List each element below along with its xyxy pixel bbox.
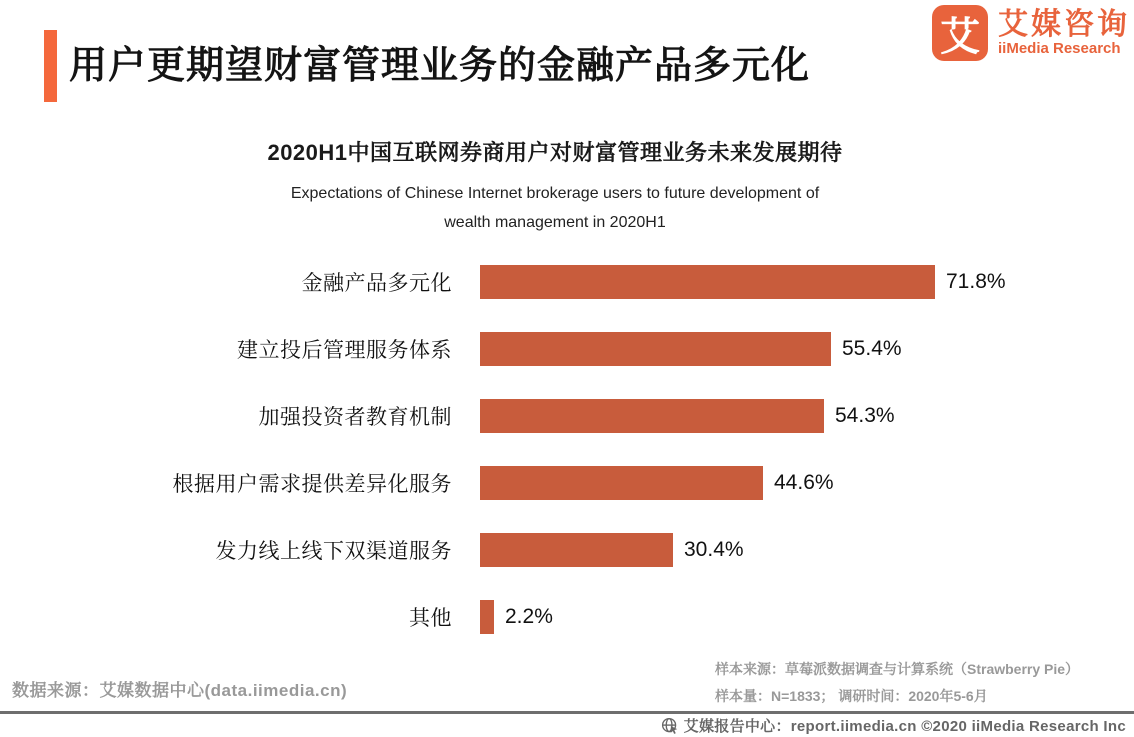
value-label: 54.3% — [835, 404, 895, 427]
report-center-note: 艾媒报告中心：report.iimedia.cn ©2020 iiMedia Research Inc — [683, 718, 1126, 735]
category-label: 金融产品多元化 — [301, 272, 452, 295]
bar-track — [480, 533, 1134, 567]
value-label: 71.8% — [946, 270, 1006, 293]
bar-track — [480, 332, 1134, 366]
bar-row — [0, 265, 1134, 299]
sample-notes — [715, 656, 1079, 710]
category-label: 其他 — [409, 607, 452, 630]
bar-chart — [0, 265, 1134, 667]
bar-track — [480, 399, 1134, 433]
bar — [480, 265, 935, 299]
bar — [480, 332, 831, 366]
sample-size-note: 样本量：N=1833； 调研时间：2020年5-6月 — [715, 688, 988, 704]
chart-subtitle-line2: wealth management in 2020H1 — [444, 214, 666, 231]
bar — [480, 600, 494, 634]
bar — [480, 466, 763, 500]
value-label: 2.2% — [505, 605, 553, 628]
bar-row — [0, 600, 1134, 634]
title-accent-bar — [44, 30, 57, 102]
bar-row — [0, 466, 1134, 500]
bar — [480, 399, 824, 433]
bar-track — [480, 265, 1134, 299]
category-label: 建立投后管理服务体系 — [237, 339, 452, 362]
iimedia-logo-icon: 艾 — [932, 5, 988, 61]
bar — [480, 533, 673, 567]
globe-cursor-icon — [661, 717, 679, 735]
logo-text — [998, 9, 1130, 57]
value-label: 44.6% — [774, 471, 834, 494]
chart-title: 2020H1中国互联网券商用户对财富管理业务未来发展期待 — [267, 140, 843, 165]
logo-name-cn: 艾媒咨询 — [998, 8, 1130, 41]
chart-subtitle — [0, 179, 1110, 237]
chart-subtitle-line1: Expectations of Chinese Internet brokerage users to future development of — [290, 185, 820, 202]
category-label: 发力线上线下双渠道服务 — [215, 540, 452, 563]
category-label: 加强投资者教育机制 — [258, 406, 452, 429]
bottom-bar — [0, 711, 1134, 737]
value-label: 55.4% — [842, 337, 902, 360]
sample-source-note: 样本来源：草莓派数据调查与计算系统（Strawberry Pie） — [715, 661, 1080, 677]
bar-row — [0, 533, 1134, 567]
bar-track — [480, 600, 1134, 634]
logo-name-en: iiMedia Research — [998, 40, 1121, 57]
chart-header — [0, 136, 1110, 237]
data-source-note: 数据来源：艾媒数据中心(data.iimedia.cn) — [12, 681, 348, 700]
page-title: 用户更期望财富管理业务的金融产品多元化 — [69, 45, 811, 87]
category-label: 根据用户需求提供差异化服务 — [172, 473, 452, 496]
bar-row — [0, 399, 1134, 433]
bar-track — [480, 466, 1134, 500]
value-label: 30.4% — [684, 538, 744, 561]
bar-row — [0, 332, 1134, 366]
iimedia-logo — [932, 5, 1130, 61]
